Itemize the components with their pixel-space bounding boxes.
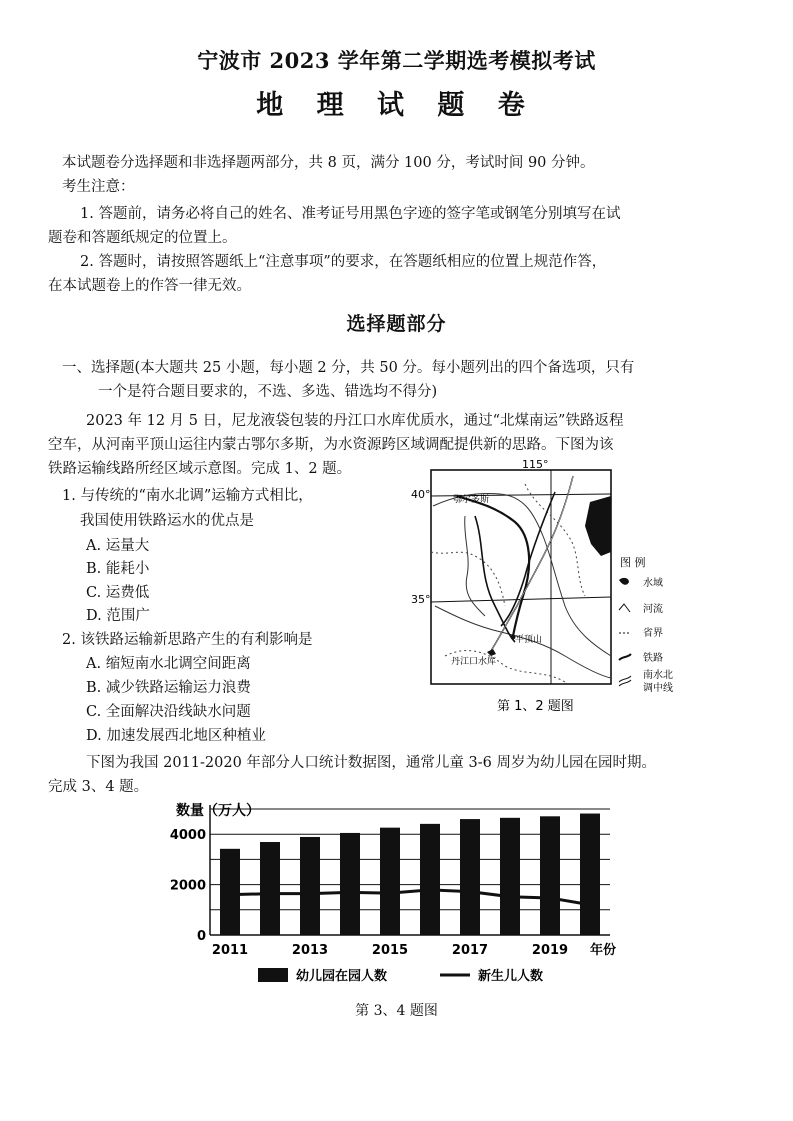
chart-x-tick-label: 2013	[291, 943, 329, 958]
question-2-option-c[interactable]: C. 全面解决沿线缺水问题	[86, 704, 251, 720]
chart-y-tick-label: 0	[196, 929, 206, 944]
map-railway-lines	[475, 492, 555, 642]
map-place-ordos: 鄂尔多斯	[453, 495, 490, 505]
chart-bar	[420, 824, 440, 935]
question-1-option-b[interactable]: B. 能耗小	[86, 561, 150, 577]
question-1-option-a[interactable]: A. 运量大	[86, 538, 150, 554]
chart-bar	[580, 814, 600, 935]
chart-x-tick-label: 2017	[451, 943, 489, 958]
chart-x-tick-label: 2015	[371, 943, 409, 958]
map-longitude-label: 115°	[522, 458, 549, 471]
chart-line	[230, 890, 590, 905]
chart-bar	[380, 828, 400, 935]
passage1-line2: 空车，从河南平顶山运往内蒙古鄂尔多斯，为水资源跨区域调配提供新的思路。下图为该	[48, 437, 614, 453]
section-title: 选择题部分	[346, 313, 447, 335]
map-legend-title: 图 例	[620, 556, 646, 569]
map-lat40-label: 40°	[411, 488, 431, 501]
passage1-line3: 铁路运输线路所经区域示意图。完成 1、2 题。	[48, 461, 352, 477]
notice-2-line2: 在本试题卷上的作答一律无效。	[48, 278, 251, 294]
section-instructions-line1: 一、选择题(本大题共 25 小题，每小题 2 分，共 50 分。每小题列出的四个备选项，只有	[62, 360, 635, 376]
legend-water-route-label-1: 南水北	[643, 670, 673, 681]
legend-railway-label: 铁路	[643, 653, 663, 664]
railway-map-figure	[405, 456, 690, 718]
legend-river-icon	[619, 604, 630, 612]
legend-line-label: 新生儿人数	[478, 969, 544, 984]
chart-bar	[220, 849, 240, 935]
coal-region-water-area	[585, 496, 611, 556]
notice-2-line1: 2. 答题时，请按照答题纸上“注意事项”的要求，在答题纸相应的位置上规范作答，	[80, 254, 607, 270]
question-2-stem: 2. 该铁路运输新思路产生的有利影响是	[62, 632, 313, 648]
legend-water-icon	[619, 578, 629, 585]
exam-subtitle: 地 理 试 题 卷	[256, 90, 537, 121]
chart-caption: 第 3、4 题图	[355, 1003, 438, 1019]
legend-water-route-icon	[619, 676, 631, 686]
chart-x-ticks	[212, 943, 568, 958]
chart-bars	[220, 814, 600, 935]
legend-water-label: 水域	[643, 578, 663, 589]
chart-x-tick-label: 2019	[531, 943, 569, 958]
map-lat35-label: 35°	[411, 593, 431, 606]
notice-title: 考生注意：	[62, 179, 135, 195]
map-danjiangkou-reservoir	[487, 649, 496, 656]
chart-x-axis-label: 年份	[590, 943, 617, 958]
legend-bar-swatch	[258, 968, 288, 982]
question-2-option-a[interactable]: A. 缩短南水北调空间距离	[86, 656, 251, 672]
chart-y-tick-label: 2000	[170, 878, 206, 894]
chart-bar	[340, 833, 360, 935]
exam-title: 宁波市 2023 学年第二学期选考模拟考试	[197, 48, 596, 73]
question-1-stem: 1. 与传统的“南水北调”运输方式相比，	[62, 488, 313, 504]
chart-bar	[540, 816, 560, 935]
question-2-option-d[interactable]: D. 加速发展西北地区种植业	[86, 728, 266, 744]
notice-1-line1: 1. 答题前，请务必将自己的姓名、准考证号用黑色字迹的签字笔或钢笔分别填写在试	[80, 206, 621, 222]
map-river-yellow	[433, 494, 611, 657]
legend-bar-label: 幼儿园在园人数	[296, 969, 388, 984]
question-1-option-d[interactable]: D. 范围广	[86, 608, 150, 624]
legend-river-label: 河流	[643, 604, 663, 615]
map-place-danjiangkou: 丹江口水库	[451, 657, 497, 667]
chart-y-axis-label: 数量（万人）	[176, 803, 260, 819]
chart-bar	[260, 842, 280, 935]
passage1-line1: 2023 年 12 月 5 日，尼龙液袋包装的丹江口水库优质水，通过“北煤南运”铁路返程	[86, 413, 624, 429]
section-instructions-line2: 一个是符合题目要求的，不选、多选、错选均不得分)	[98, 384, 438, 400]
map-caption: 第 1、2 题图	[497, 699, 574, 714]
passage2-line1: 下图为我国 2011-2020 年部分人口统计数据图，通常儿童 3-6 周岁为幼儿园在园时期。	[86, 755, 656, 771]
question-1-stem-cont: 我国使用铁路运水的优点是	[80, 513, 254, 529]
map-south-north-water-route-inner	[489, 476, 573, 654]
intro-line: 本试题卷分选择题和非选择题两部分，共 8 页，满分 100 分，考试时间 90 分钟。	[62, 155, 595, 171]
legend-boundary-label: 省界	[643, 628, 663, 639]
chart-y-ticks	[170, 828, 206, 944]
legend-railway-icon	[619, 654, 631, 660]
notice-1-line2: 题卷和答题纸规定的位置上。	[48, 230, 237, 246]
map-south-north-water-route	[489, 476, 573, 654]
question-2-option-b[interactable]: B. 减少铁路运输运力浪费	[86, 680, 251, 696]
chart-bar	[500, 818, 520, 935]
map-place-pingdingshan: 平顶山	[515, 635, 543, 645]
population-chart	[170, 795, 640, 995]
question-1-option-c[interactable]: C. 运费低	[86, 585, 150, 601]
chart-y-tick-label: 4000	[170, 828, 206, 844]
chart-bar	[460, 819, 480, 935]
chart-series-line	[230, 890, 590, 905]
legend-water-route-label-2: 调中线	[643, 683, 673, 694]
chart-bar	[300, 837, 320, 935]
passage2-line2: 完成 3、4 题。	[48, 779, 149, 795]
chart-x-tick-label: 2011	[211, 943, 249, 958]
